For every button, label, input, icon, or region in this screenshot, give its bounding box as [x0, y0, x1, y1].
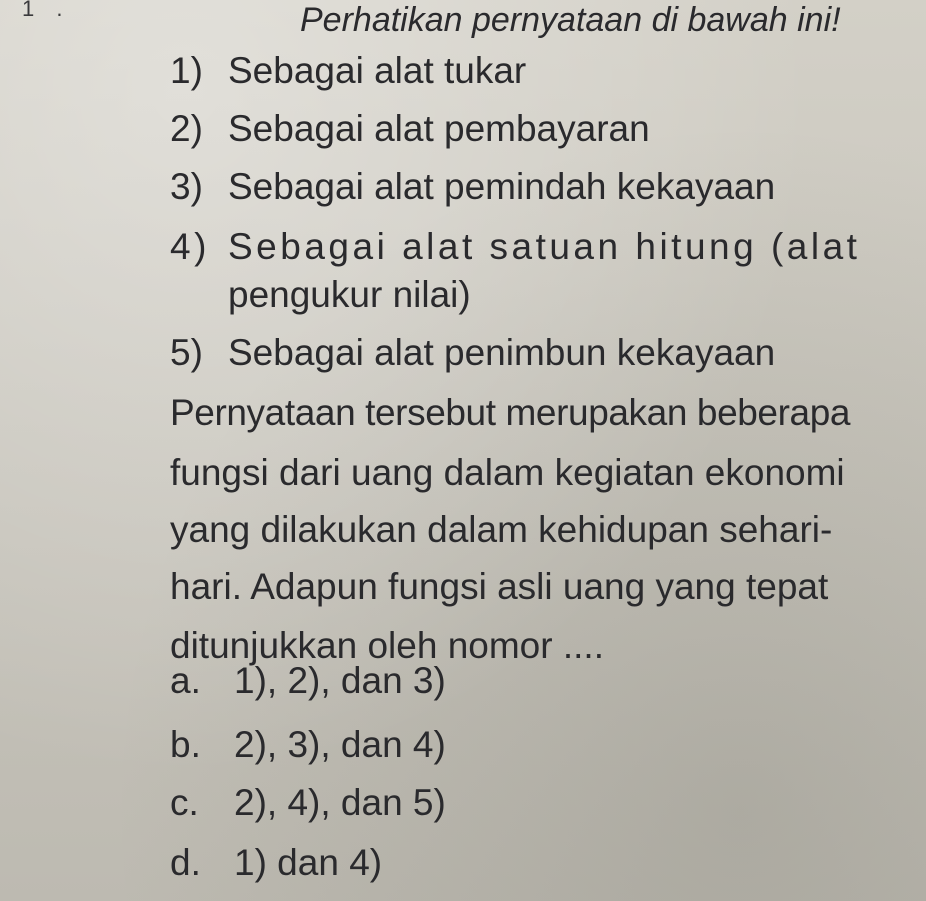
statement-number: 2) [170, 108, 203, 149]
question-paragraph-line: ditunjukkan oleh nomor .... [170, 625, 604, 666]
answer-option-b[interactable] [170, 724, 446, 766]
statement-3 [170, 166, 775, 208]
option-letter: b. [170, 724, 201, 765]
statement-number: 5) [170, 332, 203, 373]
option-text: 2), 3), dan 4) [234, 724, 446, 765]
question-paragraph-line: Pernyataan tersebut merupakan beberapa [170, 392, 851, 433]
statement-1 [170, 50, 526, 92]
option-letter: a. [170, 660, 201, 701]
statement-number: 1) [170, 50, 203, 91]
option-text: 1), 2), dan 3) [234, 660, 446, 701]
statement-text: Sebagai alat tukar [228, 50, 527, 91]
statement-4-continuation: pengukur nilai) [228, 274, 471, 315]
option-text: 1) dan 4) [234, 842, 383, 883]
answer-option-c[interactable] [170, 782, 446, 824]
answer-option-a[interactable] [170, 660, 446, 702]
statement-4 [170, 226, 860, 268]
statement-text: Sebagai alat satuan hitung (alat [228, 226, 861, 267]
answer-option-d[interactable] [170, 842, 382, 884]
option-text: 2), 4), dan 5) [234, 782, 446, 823]
option-letter: c. [170, 782, 199, 823]
question-paragraph-line: yang dilakukan dalam kehidupan sehari- [170, 509, 833, 550]
statement-text: Sebagai alat pembayaran [228, 108, 650, 149]
question-instruction: Perhatikan pernyataan di bawah ini! [300, 1, 841, 39]
statement-number: 4) [170, 226, 210, 267]
option-letter: d. [170, 842, 201, 883]
statement-number: 3) [170, 166, 203, 207]
question-paragraph-line: hari. Adapun fungsi asli uang yang tepat [170, 566, 829, 607]
statement-5 [170, 332, 775, 374]
statement-text: Sebagai alat penimbun kekayaan [228, 332, 776, 373]
statement-text: Sebagai alat pemindah kekayaan [228, 166, 776, 207]
statement-2 [170, 108, 650, 150]
corner-mark: 1 . [22, 0, 71, 21]
question-paragraph-line: fungsi dari uang dalam kegiatan ekonomi [170, 452, 845, 493]
